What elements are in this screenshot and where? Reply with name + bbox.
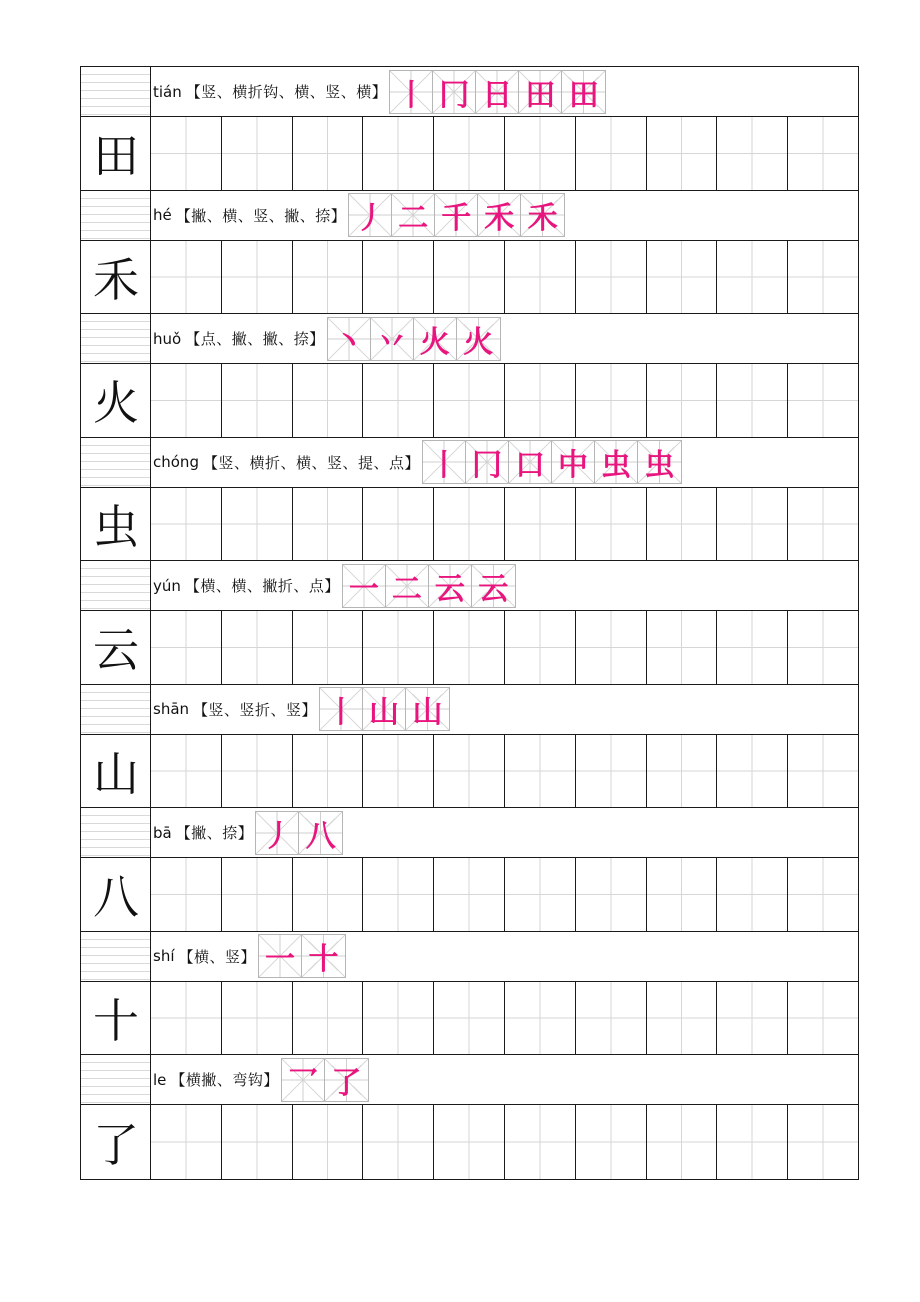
- stroke-steps: [348, 193, 565, 237]
- ruled-margin-cell: [81, 561, 151, 610]
- stroke-order-text: 【竖、横折钩、横、竖、横】: [185, 83, 388, 101]
- practice-cell[interactable]: [363, 364, 434, 437]
- practice-cell[interactable]: [293, 241, 364, 314]
- model-character: 十: [93, 993, 139, 1048]
- stroke-info: [153, 808, 343, 857]
- practice-cell[interactable]: [788, 117, 858, 190]
- practice-sheet: [80, 66, 859, 1180]
- practice-cell[interactable]: [434, 858, 505, 931]
- practice-cell[interactable]: [434, 241, 505, 314]
- stroke-info: [153, 191, 565, 240]
- model-character: 了: [93, 1117, 139, 1172]
- practice-row: [81, 117, 858, 191]
- stroke-step: 二: [386, 565, 429, 607]
- stroke-step: 一: [259, 935, 302, 977]
- stroke-step: 冂: [466, 441, 509, 483]
- stroke-step: 火: [414, 318, 457, 360]
- model-character-cell: [81, 735, 151, 808]
- model-character-cell: [81, 488, 151, 561]
- practice-cell[interactable]: [576, 241, 647, 314]
- stroke-step: 口: [509, 441, 552, 483]
- practice-cell[interactable]: [363, 241, 434, 314]
- practice-cell[interactable]: [647, 611, 718, 684]
- practice-cell[interactable]: [717, 241, 788, 314]
- stroke-info: [153, 685, 450, 734]
- stroke-order-text: 【竖、横折、横、竖、提、点】: [202, 453, 420, 472]
- stroke-order-text: 【点、撇、撇、捺】: [185, 330, 325, 348]
- practice-cell[interactable]: [293, 735, 364, 808]
- practice-row: [81, 1105, 858, 1179]
- practice-row: [81, 858, 858, 932]
- stroke-info-row: [81, 808, 858, 858]
- practice-row: [81, 241, 858, 315]
- practice-cell[interactable]: [576, 488, 647, 561]
- practice-cell[interactable]: [434, 488, 505, 561]
- stroke-step: 丶: [328, 318, 371, 360]
- practice-cell[interactable]: [647, 364, 718, 437]
- ruled-margin-cell: [81, 191, 151, 240]
- stroke-step: 火: [457, 318, 500, 360]
- practice-cell[interactable]: [151, 858, 222, 931]
- stroke-steps: [319, 687, 450, 731]
- stroke-steps: [422, 440, 682, 484]
- practice-cell[interactable]: [576, 735, 647, 808]
- ruled-margin-cell: [81, 1055, 151, 1104]
- practice-cell[interactable]: [222, 858, 293, 931]
- practice-cell[interactable]: [647, 117, 718, 190]
- practice-cell[interactable]: [434, 117, 505, 190]
- pinyin: bā: [153, 823, 172, 842]
- practice-cell[interactable]: [788, 982, 858, 1055]
- stroke-step: 丷: [371, 318, 414, 360]
- practice-cell[interactable]: [505, 735, 576, 808]
- stroke-steps: [342, 564, 516, 608]
- stroke-step: 山: [363, 688, 406, 730]
- stroke-step: 丿: [349, 194, 392, 236]
- model-character: 火: [93, 376, 139, 431]
- model-character-cell: [81, 364, 151, 437]
- practice-row: [81, 611, 858, 685]
- stroke-step: 乛: [282, 1059, 325, 1101]
- practice-cell[interactable]: [576, 1105, 647, 1179]
- model-character-cell: [81, 858, 151, 931]
- stroke-info-row: [81, 314, 858, 364]
- practice-cell[interactable]: [293, 364, 364, 437]
- stroke-step: 云: [429, 565, 472, 607]
- practice-cell[interactable]: [434, 611, 505, 684]
- stroke-step: 千: [435, 194, 478, 236]
- stroke-step: 丨: [320, 688, 363, 730]
- stroke-step: 丿: [256, 812, 299, 854]
- practice-cell[interactable]: [647, 241, 718, 314]
- practice-cell[interactable]: [293, 488, 364, 561]
- ruled-margin-cell: [81, 67, 151, 116]
- stroke-step: 冂: [433, 71, 476, 113]
- practice-cell[interactable]: [222, 611, 293, 684]
- stroke-info: [153, 438, 682, 487]
- stroke-info: [153, 1055, 369, 1104]
- practice-cell[interactable]: [505, 611, 576, 684]
- model-character: 虫: [93, 499, 139, 554]
- stroke-order-text: 【横、横、撇折、点】: [184, 577, 340, 595]
- model-character: 禾: [93, 252, 139, 307]
- practice-row: [81, 982, 858, 1056]
- stroke-steps: [327, 317, 501, 361]
- practice-cell[interactable]: [363, 982, 434, 1055]
- model-character: 八: [93, 870, 139, 925]
- practice-cell[interactable]: [151, 364, 222, 437]
- stroke-info-row: [81, 438, 858, 488]
- stroke-info-row: [81, 67, 858, 117]
- practice-cell[interactable]: [576, 611, 647, 684]
- stroke-step: 中: [552, 441, 595, 483]
- practice-cell[interactable]: [363, 117, 434, 190]
- practice-cell[interactable]: [505, 241, 576, 314]
- stroke-order-text: 【撇、捺】: [175, 824, 254, 842]
- pinyin: shān: [153, 700, 190, 718]
- practice-cell[interactable]: [647, 858, 718, 931]
- model-character-cell: [81, 982, 151, 1055]
- practice-cell[interactable]: [151, 982, 222, 1055]
- practice-cell[interactable]: [293, 117, 364, 190]
- practice-row: [81, 364, 858, 438]
- practice-cell[interactable]: [434, 1105, 505, 1179]
- stroke-info: [153, 314, 501, 363]
- stroke-step: 二: [392, 194, 435, 236]
- practice-cell[interactable]: [717, 982, 788, 1055]
- ruled-margin-cell: [81, 314, 151, 363]
- practice-cell[interactable]: [717, 488, 788, 561]
- practice-cell[interactable]: [505, 1105, 576, 1179]
- practice-cell[interactable]: [222, 735, 293, 808]
- practice-cell[interactable]: [222, 364, 293, 437]
- stroke-info-row: [81, 561, 858, 611]
- practice-cell[interactable]: [151, 611, 222, 684]
- practice-cell[interactable]: [717, 364, 788, 437]
- stroke-info-row: [81, 191, 858, 241]
- practice-cell[interactable]: [788, 858, 858, 931]
- stroke-steps: [389, 70, 606, 114]
- practice-cell[interactable]: [647, 735, 718, 808]
- practice-cell[interactable]: [505, 982, 576, 1055]
- ruled-margin-cell: [81, 438, 151, 487]
- practice-cell[interactable]: [434, 982, 505, 1055]
- stroke-step: 了: [325, 1059, 368, 1101]
- pinyin: tián: [153, 82, 182, 101]
- practice-cell[interactable]: [151, 1105, 222, 1179]
- model-character: 云: [93, 623, 139, 678]
- pinyin: chóng: [153, 453, 199, 471]
- model-character-cell: [81, 1105, 151, 1179]
- practice-row: [81, 735, 858, 809]
- practice-cell[interactable]: [647, 982, 718, 1055]
- pinyin: huǒ: [153, 329, 182, 348]
- practice-cell[interactable]: [505, 364, 576, 437]
- ruled-margin-cell: [81, 685, 151, 734]
- stroke-order-text: 【竖、竖折、竖】: [193, 700, 318, 719]
- practice-cell[interactable]: [363, 858, 434, 931]
- stroke-info-row: [81, 932, 858, 982]
- practice-cell[interactable]: [788, 611, 858, 684]
- pinyin: yún: [153, 576, 181, 595]
- stroke-step: 一: [343, 565, 386, 607]
- stroke-steps: [255, 811, 343, 855]
- stroke-step: 丨: [390, 71, 433, 113]
- practice-row: [81, 488, 858, 562]
- pinyin: shí: [153, 947, 175, 965]
- practice-cell[interactable]: [222, 488, 293, 561]
- stroke-step: 日: [476, 71, 519, 113]
- stroke-step: 禾: [478, 194, 521, 236]
- practice-cell[interactable]: [363, 488, 434, 561]
- practice-cell[interactable]: [717, 735, 788, 808]
- stroke-step: 田: [519, 71, 562, 113]
- stroke-info-row: [81, 1055, 858, 1105]
- practice-cell[interactable]: [222, 117, 293, 190]
- pinyin: le: [153, 1070, 167, 1089]
- practice-cell[interactable]: [576, 117, 647, 190]
- model-character: 田: [93, 129, 139, 184]
- practice-cell[interactable]: [576, 982, 647, 1055]
- stroke-step: 禾: [521, 194, 564, 236]
- practice-cell[interactable]: [293, 858, 364, 931]
- practice-cell[interactable]: [222, 982, 293, 1055]
- model-character: 山: [93, 746, 139, 801]
- practice-cell[interactable]: [788, 735, 858, 808]
- practice-cell[interactable]: [505, 488, 576, 561]
- practice-cell[interactable]: [717, 858, 788, 931]
- model-character-cell: [81, 611, 151, 684]
- practice-cell[interactable]: [788, 1105, 858, 1179]
- practice-cell[interactable]: [434, 735, 505, 808]
- stroke-order-text: 【横撇、弯钩】: [170, 1071, 279, 1089]
- practice-cell[interactable]: [363, 735, 434, 808]
- practice-cell[interactable]: [151, 117, 222, 190]
- stroke-step: 十: [302, 935, 345, 977]
- practice-cell[interactable]: [222, 241, 293, 314]
- stroke-info: [153, 932, 346, 981]
- stroke-step: 山: [406, 688, 449, 730]
- stroke-step: 丨: [423, 441, 466, 483]
- practice-cell[interactable]: [788, 488, 858, 561]
- practice-cell[interactable]: [434, 364, 505, 437]
- model-character-cell: [81, 117, 151, 190]
- practice-cell[interactable]: [293, 611, 364, 684]
- practice-cell[interactable]: [363, 1105, 434, 1179]
- stroke-info: [153, 67, 606, 116]
- practice-cell[interactable]: [505, 117, 576, 190]
- practice-cell[interactable]: [151, 735, 222, 808]
- practice-cell[interactable]: [717, 1105, 788, 1179]
- stroke-steps: [258, 934, 346, 978]
- practice-cell[interactable]: [647, 1105, 718, 1179]
- practice-cell[interactable]: [151, 488, 222, 561]
- practice-cell[interactable]: [717, 117, 788, 190]
- practice-cell[interactable]: [293, 982, 364, 1055]
- practice-cell[interactable]: [505, 858, 576, 931]
- stroke-step: 云: [472, 565, 515, 607]
- practice-cell[interactable]: [576, 858, 647, 931]
- stroke-step: 虫: [595, 441, 638, 483]
- practice-cell[interactable]: [788, 364, 858, 437]
- ruled-margin-cell: [81, 808, 151, 857]
- stroke-info-row: [81, 685, 858, 735]
- practice-cell[interactable]: [363, 611, 434, 684]
- practice-cell[interactable]: [717, 611, 788, 684]
- stroke-info: [153, 561, 516, 610]
- practice-cell[interactable]: [222, 1105, 293, 1179]
- stroke-order-text: 【横、竖】: [178, 947, 257, 966]
- ruled-margin-cell: [81, 932, 151, 981]
- practice-cell[interactable]: [151, 241, 222, 314]
- practice-cell[interactable]: [647, 488, 718, 561]
- pinyin: hé: [153, 206, 172, 224]
- stroke-step: 八: [299, 812, 342, 854]
- model-character-cell: [81, 241, 151, 314]
- practice-cell[interactable]: [788, 241, 858, 314]
- stroke-step: 虫: [638, 441, 681, 483]
- practice-cell[interactable]: [576, 364, 647, 437]
- practice-cell[interactable]: [293, 1105, 364, 1179]
- stroke-step: 田: [562, 71, 605, 113]
- stroke-steps: [281, 1058, 369, 1102]
- stroke-order-text: 【撇、横、竖、撇、捺】: [175, 206, 347, 225]
